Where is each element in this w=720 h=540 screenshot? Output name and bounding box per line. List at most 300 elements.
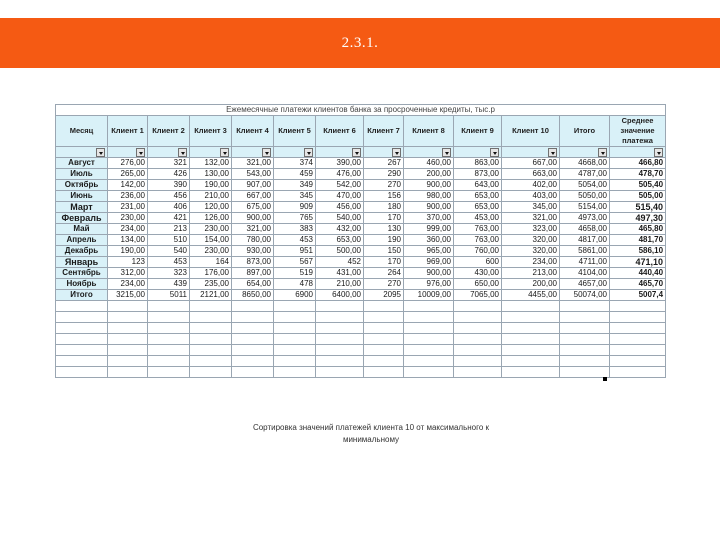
empty-cell[interactable] <box>148 312 190 323</box>
empty-cell[interactable] <box>274 367 316 378</box>
month-cell[interactable]: Март <box>56 202 108 213</box>
value-cell[interactable]: 453 <box>274 235 316 246</box>
value-cell[interactable]: 456,00 <box>316 202 364 213</box>
value-cell[interactable]: 421 <box>148 213 190 224</box>
value-cell[interactable]: 320,00 <box>502 246 560 257</box>
value-cell[interactable]: 213 <box>148 224 190 235</box>
value-cell[interactable]: 321,00 <box>232 224 274 235</box>
value-cell[interactable]: 900,00 <box>232 213 274 224</box>
empty-cell[interactable] <box>610 334 666 345</box>
empty-cell[interactable] <box>56 367 108 378</box>
filter-cell <box>148 147 190 158</box>
empty-row <box>56 334 666 345</box>
value-cell[interactable]: 542,00 <box>316 180 364 191</box>
value-cell[interactable]: 763,00 <box>454 224 502 235</box>
table-row <box>56 279 666 290</box>
empty-cell[interactable] <box>364 356 404 367</box>
empty-cell[interactable] <box>364 312 404 323</box>
empty-cell[interactable] <box>190 367 232 378</box>
empty-cell[interactable] <box>56 323 108 334</box>
value-cell[interactable]: 132,00 <box>190 158 232 169</box>
value-cell[interactable]: 3215,00 <box>108 290 148 301</box>
value-cell[interactable]: 440,40 <box>610 268 666 279</box>
table-row <box>56 169 666 180</box>
empty-cell[interactable] <box>404 312 454 323</box>
value-cell[interactable]: 999,00 <box>404 224 454 235</box>
empty-cell[interactable] <box>232 323 274 334</box>
table-row <box>56 158 666 169</box>
filter-dropdown-icon[interactable] <box>352 148 361 157</box>
value-cell[interactable]: 150 <box>364 246 404 257</box>
value-cell[interactable]: 5054,00 <box>560 180 610 191</box>
value-cell[interactable]: 452 <box>316 257 364 268</box>
value-cell[interactable]: 456 <box>148 191 190 202</box>
filter-dropdown-icon[interactable] <box>178 148 187 157</box>
empty-cell[interactable] <box>148 345 190 356</box>
value-cell[interactable]: 210,00 <box>316 279 364 290</box>
filter-dropdown-icon[interactable] <box>442 148 451 157</box>
empty-cell[interactable] <box>316 367 364 378</box>
month-cell[interactable]: Декабрь <box>56 246 108 257</box>
value-cell[interactable]: 465,70 <box>610 279 666 290</box>
value-cell[interactable]: 863,00 <box>454 158 502 169</box>
value-cell[interactable]: 230,00 <box>190 224 232 235</box>
value-cell[interactable]: 370,00 <box>404 213 454 224</box>
month-cell[interactable]: Сентябрь <box>56 268 108 279</box>
value-cell[interactable]: 675,00 <box>232 202 274 213</box>
month-cell[interactable]: Май <box>56 224 108 235</box>
value-cell[interactable]: 465,80 <box>610 224 666 235</box>
value-cell[interactable]: 234,00 <box>108 224 148 235</box>
month-cell[interactable]: Февраль <box>56 213 108 224</box>
filter-cell <box>404 147 454 158</box>
value-cell[interactable]: 505,00 <box>610 191 666 202</box>
value-cell[interactable]: 170 <box>364 213 404 224</box>
filter-row <box>56 147 666 158</box>
filter-dropdown-icon[interactable] <box>262 148 271 157</box>
filter-dropdown-icon[interactable] <box>598 148 607 157</box>
empty-cell[interactable] <box>560 345 610 356</box>
value-cell[interactable]: 432,00 <box>316 224 364 235</box>
empty-cell[interactable] <box>454 301 502 312</box>
value-cell[interactable]: 439 <box>148 279 190 290</box>
value-cell[interactable]: 312,00 <box>108 268 148 279</box>
value-cell[interactable]: 471,10 <box>610 257 666 268</box>
value-cell[interactable]: 519 <box>274 268 316 279</box>
month-cell[interactable]: Октябрь <box>56 180 108 191</box>
empty-cell[interactable] <box>108 356 148 367</box>
empty-cell[interactable] <box>232 367 274 378</box>
empty-cell[interactable] <box>108 323 148 334</box>
value-cell[interactable]: 900,00 <box>404 202 454 213</box>
value-cell[interactable]: 431,00 <box>316 268 364 279</box>
value-cell[interactable]: 453,00 <box>454 213 502 224</box>
value-cell[interactable]: 466,80 <box>610 158 666 169</box>
column-header: Клиент 10 <box>502 116 560 147</box>
value-cell[interactable]: 270 <box>364 279 404 290</box>
value-cell[interactable]: 180 <box>364 202 404 213</box>
payments-table <box>55 104 666 378</box>
value-cell[interactable]: 4668,00 <box>560 158 610 169</box>
value-cell[interactable]: 900,00 <box>404 180 454 191</box>
value-cell[interactable]: 345,00 <box>502 202 560 213</box>
value-cell[interactable]: 654,00 <box>232 279 274 290</box>
value-cell[interactable]: 2095 <box>364 290 404 301</box>
value-cell[interactable]: 653,00 <box>316 235 364 246</box>
value-cell[interactable]: 164 <box>190 257 232 268</box>
empty-cell[interactable] <box>364 367 404 378</box>
sort-note: Сортировка значений платежей клиента 10 от максимального к минимальному <box>252 423 490 444</box>
value-cell[interactable]: 459 <box>274 169 316 180</box>
empty-cell[interactable] <box>232 334 274 345</box>
filter-cell <box>108 147 148 158</box>
filter-dropdown-icon[interactable] <box>654 148 663 157</box>
empty-cell[interactable] <box>190 301 232 312</box>
empty-cell[interactable] <box>610 323 666 334</box>
value-cell[interactable]: 200,00 <box>502 279 560 290</box>
value-cell[interactable]: 123 <box>108 257 148 268</box>
empty-cell[interactable] <box>454 356 502 367</box>
value-cell[interactable]: 765 <box>274 213 316 224</box>
value-cell[interactable]: 780,00 <box>232 235 274 246</box>
column-header: Клиент 4 <box>232 116 274 147</box>
empty-cell[interactable] <box>56 312 108 323</box>
empty-cell[interactable] <box>190 345 232 356</box>
filter-cell <box>610 147 666 158</box>
empty-cell[interactable] <box>316 312 364 323</box>
value-cell[interactable]: 965,00 <box>404 246 454 257</box>
empty-cell[interactable] <box>454 312 502 323</box>
month-cell[interactable]: Итого <box>56 290 108 301</box>
value-cell[interactable]: 653,00 <box>454 202 502 213</box>
value-cell[interactable]: 374 <box>274 158 316 169</box>
value-cell[interactable]: 321 <box>148 158 190 169</box>
value-cell[interactable]: 909 <box>274 202 316 213</box>
value-cell[interactable]: 4787,00 <box>560 169 610 180</box>
value-cell[interactable]: 650,00 <box>454 279 502 290</box>
value-cell[interactable]: 540,00 <box>316 213 364 224</box>
value-cell[interactable]: 276,00 <box>108 158 148 169</box>
value-cell[interactable]: 500,00 <box>316 246 364 257</box>
empty-cell[interactable] <box>404 323 454 334</box>
empty-cell[interactable] <box>610 301 666 312</box>
value-cell[interactable]: 210,00 <box>190 191 232 202</box>
value-cell[interactable]: 540 <box>148 246 190 257</box>
empty-cell[interactable] <box>610 356 666 367</box>
value-cell[interactable]: 230,00 <box>108 213 148 224</box>
cell-fill-handle[interactable] <box>603 377 607 381</box>
value-cell[interactable]: 543,00 <box>232 169 274 180</box>
empty-cell[interactable] <box>502 301 560 312</box>
value-cell[interactable]: 265,00 <box>108 169 148 180</box>
value-cell[interactable]: 134,00 <box>108 235 148 246</box>
empty-cell[interactable] <box>148 323 190 334</box>
value-cell[interactable]: 190,00 <box>190 180 232 191</box>
empty-cell[interactable] <box>232 356 274 367</box>
value-cell[interactable]: 5861,00 <box>560 246 610 257</box>
value-cell[interactable]: 50074,00 <box>560 290 610 301</box>
value-cell[interactable]: 176,00 <box>190 268 232 279</box>
empty-cell[interactable] <box>404 356 454 367</box>
value-cell[interactable]: 951 <box>274 246 316 257</box>
empty-cell[interactable] <box>232 312 274 323</box>
value-cell[interactable]: 270 <box>364 180 404 191</box>
table-row <box>56 224 666 235</box>
value-cell[interactable]: 383 <box>274 224 316 235</box>
empty-cell[interactable] <box>108 334 148 345</box>
value-cell[interactable]: 4657,00 <box>560 279 610 290</box>
header-row <box>56 116 666 147</box>
empty-cell[interactable] <box>502 367 560 378</box>
empty-cell[interactable] <box>190 312 232 323</box>
column-header: Клиент 1 <box>108 116 148 147</box>
value-cell[interactable]: 481,70 <box>610 235 666 246</box>
empty-cell[interactable] <box>190 334 232 345</box>
value-cell[interactable]: 900,00 <box>404 268 454 279</box>
value-cell[interactable]: 156 <box>364 191 404 202</box>
empty-cell[interactable] <box>56 334 108 345</box>
value-cell[interactable]: 763,00 <box>454 235 502 246</box>
value-cell[interactable]: 897,00 <box>232 268 274 279</box>
value-cell[interactable]: 667,00 <box>232 191 274 202</box>
empty-cell[interactable] <box>560 367 610 378</box>
empty-cell[interactable] <box>454 323 502 334</box>
value-cell[interactable]: 402,00 <box>502 180 560 191</box>
value-cell[interactable]: 390,00 <box>316 158 364 169</box>
value-cell[interactable]: 497,30 <box>610 213 666 224</box>
value-cell[interactable]: 120,00 <box>190 202 232 213</box>
month-cell[interactable]: Август <box>56 158 108 169</box>
value-cell[interactable]: 426 <box>148 169 190 180</box>
value-cell[interactable]: 406 <box>148 202 190 213</box>
empty-cell[interactable] <box>316 323 364 334</box>
empty-cell[interactable] <box>560 312 610 323</box>
value-cell[interactable]: 235,00 <box>190 279 232 290</box>
value-cell[interactable]: 349 <box>274 180 316 191</box>
empty-cell[interactable] <box>190 323 232 334</box>
filter-dropdown-icon[interactable] <box>548 148 557 157</box>
filter-cell <box>190 147 232 158</box>
filter-dropdown-icon[interactable] <box>304 148 313 157</box>
filter-dropdown-icon[interactable] <box>220 148 229 157</box>
value-cell[interactable]: 10009,00 <box>404 290 454 301</box>
value-cell[interactable]: 600 <box>454 257 502 268</box>
value-cell[interactable]: 5154,00 <box>560 202 610 213</box>
value-cell[interactable]: 5007,4 <box>610 290 666 301</box>
empty-cell[interactable] <box>502 323 560 334</box>
value-cell[interactable]: 323 <box>148 268 190 279</box>
value-cell[interactable]: 190,00 <box>108 246 148 257</box>
empty-cell[interactable] <box>502 356 560 367</box>
value-cell[interactable]: 6400,00 <box>316 290 364 301</box>
value-cell[interactable]: 8650,00 <box>232 290 274 301</box>
empty-cell[interactable] <box>502 334 560 345</box>
empty-cell[interactable] <box>404 334 454 345</box>
empty-cell[interactable] <box>404 367 454 378</box>
filter-dropdown-icon[interactable] <box>392 148 401 157</box>
filter-dropdown-icon[interactable] <box>96 148 105 157</box>
empty-cell[interactable] <box>610 367 666 378</box>
empty-cell[interactable] <box>364 345 404 356</box>
value-cell[interactable]: 403,00 <box>502 191 560 202</box>
value-cell[interactable]: 267 <box>364 158 404 169</box>
empty-row <box>56 356 666 367</box>
value-cell[interactable]: 320,00 <box>502 235 560 246</box>
value-cell[interactable]: 976,00 <box>404 279 454 290</box>
empty-cell[interactable] <box>148 301 190 312</box>
value-cell[interactable]: 390 <box>148 180 190 191</box>
value-cell[interactable]: 470,00 <box>316 191 364 202</box>
value-cell[interactable]: 234,00 <box>502 257 560 268</box>
empty-cell[interactable] <box>274 356 316 367</box>
value-cell[interactable]: 873,00 <box>232 257 274 268</box>
value-cell[interactable]: 170 <box>364 257 404 268</box>
empty-cell[interactable] <box>148 367 190 378</box>
value-cell[interactable]: 478,70 <box>610 169 666 180</box>
empty-cell[interactable] <box>108 301 148 312</box>
empty-cell[interactable] <box>274 334 316 345</box>
empty-cell[interactable] <box>274 345 316 356</box>
empty-cell[interactable] <box>274 323 316 334</box>
empty-cell[interactable] <box>404 301 454 312</box>
value-cell[interactable]: 430,00 <box>454 268 502 279</box>
value-cell[interactable]: 142,00 <box>108 180 148 191</box>
value-cell[interactable]: 7065,00 <box>454 290 502 301</box>
value-cell[interactable]: 6900 <box>274 290 316 301</box>
value-cell[interactable]: 907,00 <box>232 180 274 191</box>
empty-cell[interactable] <box>364 301 404 312</box>
empty-cell[interactable] <box>316 301 364 312</box>
value-cell[interactable]: 4711,00 <box>560 257 610 268</box>
empty-cell[interactable] <box>502 312 560 323</box>
value-cell[interactable]: 4973,00 <box>560 213 610 224</box>
value-cell[interactable]: 476,00 <box>316 169 364 180</box>
value-cell[interactable]: 453 <box>148 257 190 268</box>
value-cell[interactable]: 653,00 <box>454 191 502 202</box>
value-cell[interactable]: 323,00 <box>502 224 560 235</box>
empty-cell[interactable] <box>148 356 190 367</box>
table-row <box>56 257 666 268</box>
value-cell[interactable]: 264 <box>364 268 404 279</box>
value-cell[interactable]: 4817,00 <box>560 235 610 246</box>
empty-row <box>56 367 666 378</box>
value-cell[interactable]: 130,00 <box>190 169 232 180</box>
value-cell[interactable]: 213,00 <box>502 268 560 279</box>
empty-cell[interactable] <box>454 345 502 356</box>
month-cell[interactable]: Апрель <box>56 235 108 246</box>
value-cell[interactable]: 873,00 <box>454 169 502 180</box>
empty-cell[interactable] <box>316 345 364 356</box>
value-cell[interactable]: 586,10 <box>610 246 666 257</box>
empty-cell[interactable] <box>316 334 364 345</box>
empty-cell[interactable] <box>56 356 108 367</box>
month-cell[interactable]: Январь <box>56 257 108 268</box>
month-cell[interactable]: Июнь <box>56 191 108 202</box>
empty-cell[interactable] <box>502 345 560 356</box>
month-cell[interactable]: Июль <box>56 169 108 180</box>
empty-cell[interactable] <box>364 334 404 345</box>
table-row <box>56 246 666 257</box>
empty-cell[interactable] <box>610 345 666 356</box>
empty-row <box>56 301 666 312</box>
empty-cell[interactable] <box>274 301 316 312</box>
table-row <box>56 290 666 301</box>
empty-cell[interactable] <box>108 367 148 378</box>
value-cell[interactable]: 4104,00 <box>560 268 610 279</box>
value-cell[interactable]: 345 <box>274 191 316 202</box>
value-cell[interactable]: 478 <box>274 279 316 290</box>
empty-cell[interactable] <box>108 312 148 323</box>
empty-cell[interactable] <box>454 367 502 378</box>
value-cell[interactable]: 505,40 <box>610 180 666 191</box>
value-cell[interactable]: 460,00 <box>404 158 454 169</box>
value-cell[interactable]: 360,00 <box>404 235 454 246</box>
value-cell[interactable]: 663,00 <box>502 169 560 180</box>
empty-cell[interactable] <box>274 312 316 323</box>
empty-cell[interactable] <box>560 301 610 312</box>
value-cell[interactable]: 234,00 <box>108 279 148 290</box>
empty-cell[interactable] <box>364 323 404 334</box>
empty-cell[interactable] <box>232 345 274 356</box>
empty-cell[interactable] <box>232 301 274 312</box>
value-cell[interactable]: 236,00 <box>108 191 148 202</box>
value-cell[interactable]: 2121,00 <box>190 290 232 301</box>
filter-dropdown-icon[interactable] <box>136 148 145 157</box>
empty-cell[interactable] <box>560 323 610 334</box>
empty-cell[interactable] <box>56 345 108 356</box>
value-cell[interactable]: 667,00 <box>502 158 560 169</box>
value-cell[interactable]: 980,00 <box>404 191 454 202</box>
value-cell[interactable]: 969,00 <box>404 257 454 268</box>
filter-dropdown-icon[interactable] <box>490 148 499 157</box>
empty-cell[interactable] <box>560 334 610 345</box>
month-cell[interactable]: Ноябрь <box>56 279 108 290</box>
value-cell[interactable]: 4455,00 <box>502 290 560 301</box>
value-cell[interactable]: 290 <box>364 169 404 180</box>
value-cell[interactable]: 230,00 <box>190 246 232 257</box>
value-cell[interactable]: 154,00 <box>190 235 232 246</box>
value-cell[interactable]: 190 <box>364 235 404 246</box>
empty-cell[interactable] <box>148 334 190 345</box>
value-cell[interactable]: 643,00 <box>454 180 502 191</box>
value-cell[interactable]: 231,00 <box>108 202 148 213</box>
value-cell[interactable]: 5050,00 <box>560 191 610 202</box>
value-cell[interactable]: 200,00 <box>404 169 454 180</box>
table-title: Ежемесячные платежи клиентов банка за просроченные кредиты, тыс.р <box>56 105 666 116</box>
value-cell[interactable]: 4658,00 <box>560 224 610 235</box>
value-cell[interactable]: 760,00 <box>454 246 502 257</box>
table-row <box>56 191 666 202</box>
empty-cell[interactable] <box>190 356 232 367</box>
empty-cell[interactable] <box>610 312 666 323</box>
value-cell[interactable]: 510 <box>148 235 190 246</box>
value-cell[interactable]: 930,00 <box>232 246 274 257</box>
empty-cell[interactable] <box>404 345 454 356</box>
empty-cell[interactable] <box>316 356 364 367</box>
empty-cell[interactable] <box>108 345 148 356</box>
value-cell[interactable]: 126,00 <box>190 213 232 224</box>
empty-cell[interactable] <box>560 356 610 367</box>
table-row <box>56 268 666 279</box>
value-cell[interactable]: 321,00 <box>502 213 560 224</box>
value-cell[interactable]: 321,00 <box>232 158 274 169</box>
empty-cell[interactable] <box>56 301 108 312</box>
value-cell[interactable]: 567 <box>274 257 316 268</box>
value-cell[interactable]: 515,40 <box>610 202 666 213</box>
empty-cell[interactable] <box>454 334 502 345</box>
value-cell[interactable]: 5011 <box>148 290 190 301</box>
value-cell[interactable]: 130 <box>364 224 404 235</box>
